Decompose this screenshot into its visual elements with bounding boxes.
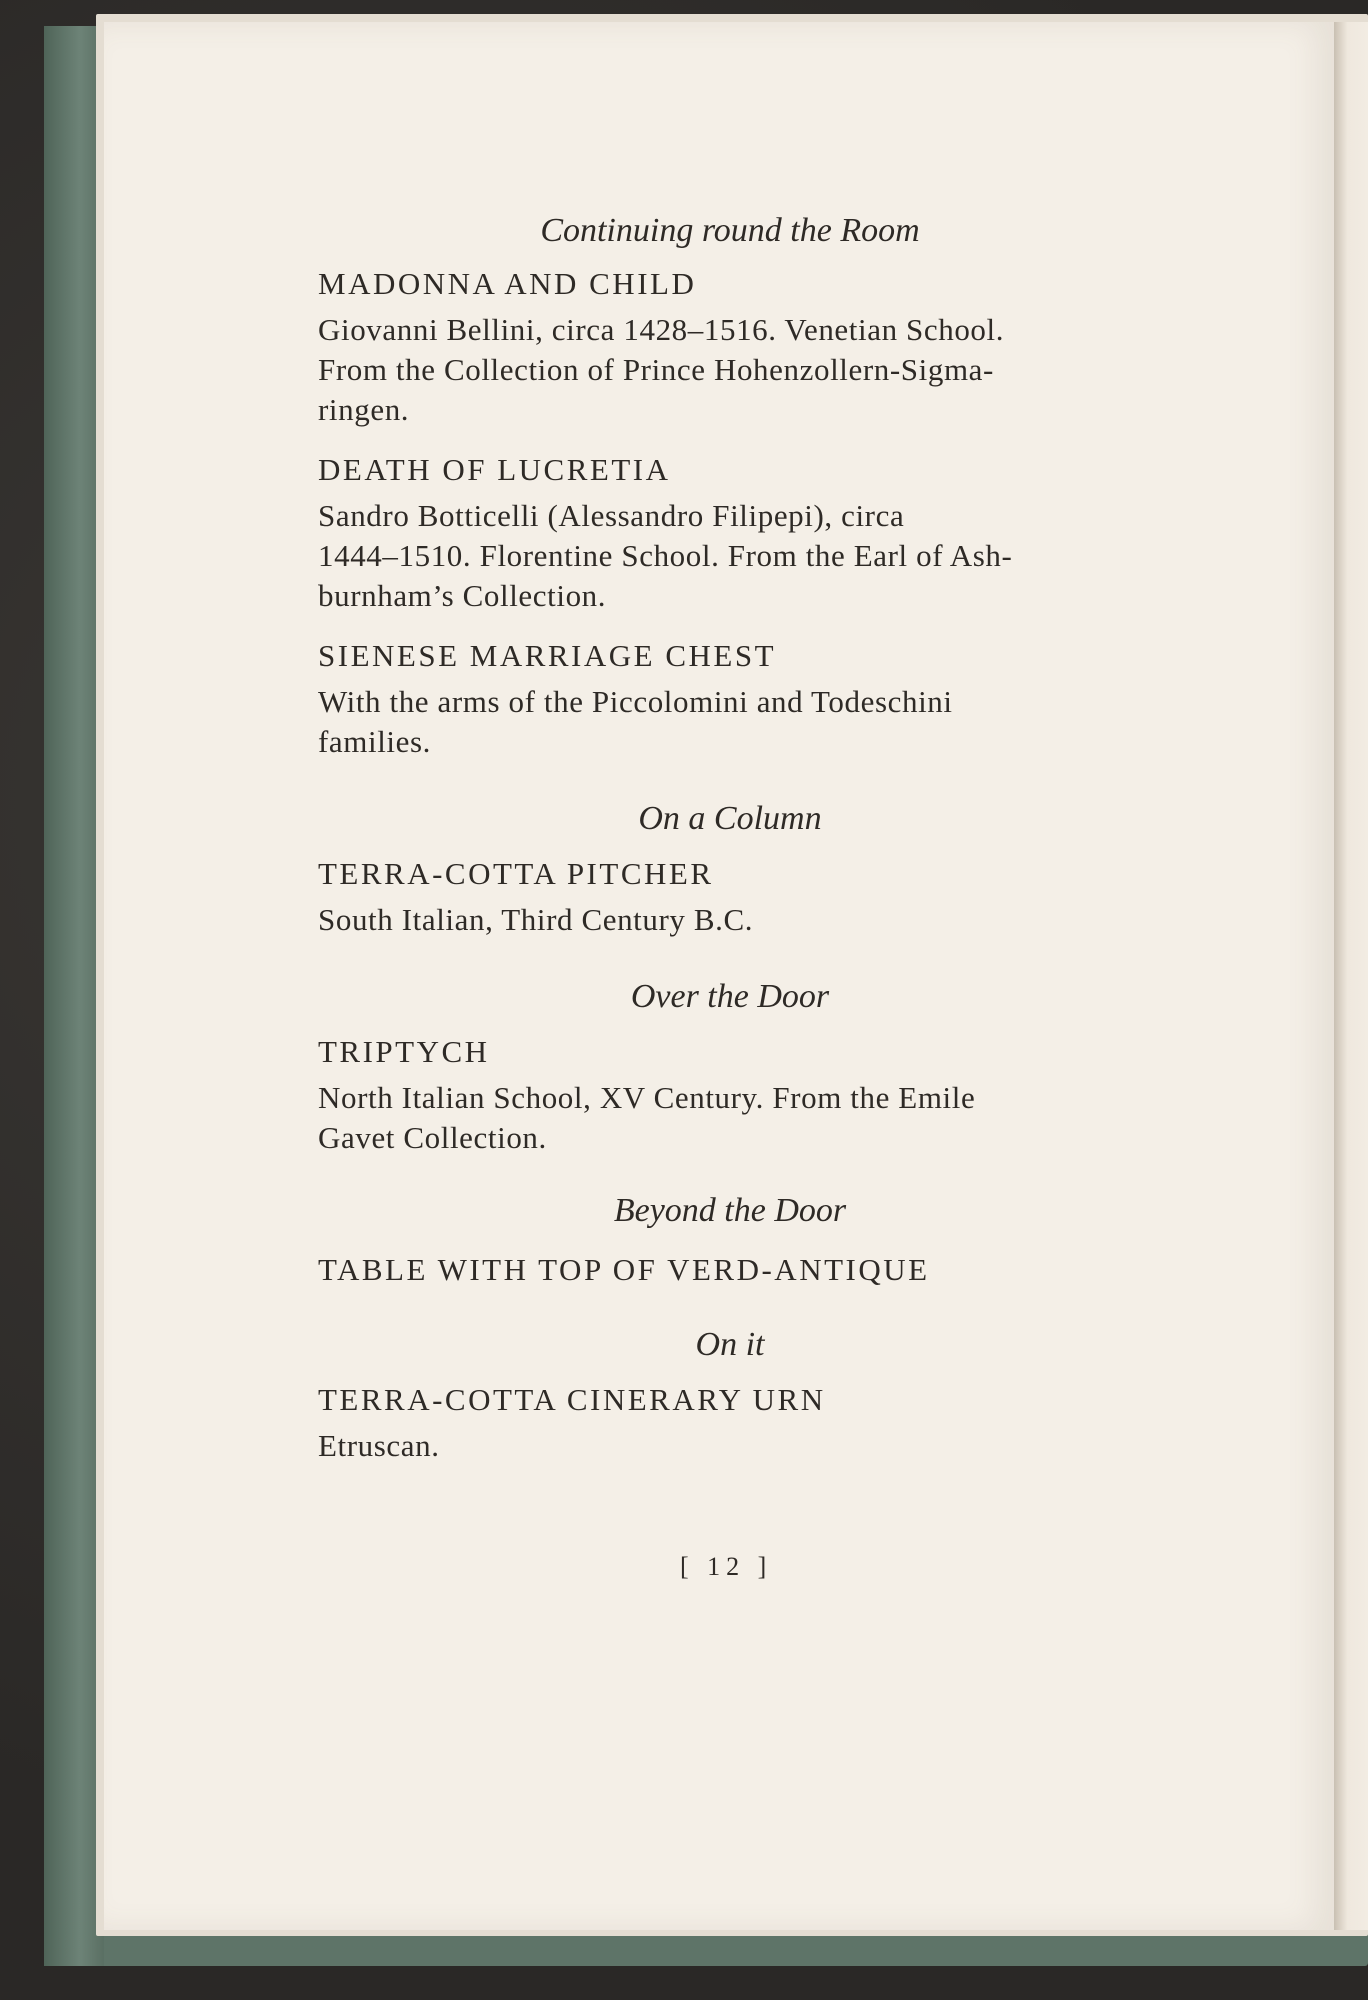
entry-title: DEATH OF LUCRETIA <box>318 452 671 487</box>
entry-title: SIENESE MARRIAGE CHEST <box>318 638 777 673</box>
page-number: [ 12 ] <box>680 1552 773 1581</box>
entry-description-line: Giovanni Bellini, circa 1428–1516. Venetian School. <box>318 312 1005 347</box>
section-heading: Continuing round the Room <box>540 212 920 249</box>
entry-title: TERRA-COTTA CINERARY URN <box>318 1382 826 1417</box>
entry-title: MADONNA AND CHILD <box>318 266 697 301</box>
entry-description-line: burnham’s Collection. <box>318 578 607 613</box>
entry-description-line: From the Collection of Prince Hohenzollern-Sigma- <box>318 352 994 387</box>
entry-title: TABLE WITH TOP OF VERD-ANTIQUE <box>318 1252 930 1287</box>
next-page-edge <box>1334 22 1368 1930</box>
entry-description-line: 1444–1510. Florentine School. From the Earl of Ash- <box>318 538 1013 573</box>
book-page <box>104 22 1334 1930</box>
entry-description-line: With the arms of the Piccolomini and Todeschini <box>318 684 953 719</box>
entry-description-line: South Italian, Third Century B.C. <box>318 902 754 937</box>
book-cover-spine-edge <box>44 26 104 1966</box>
section-heading: Over the Door <box>630 978 830 1015</box>
entry-description-line: ringen. <box>318 392 410 427</box>
entry-description-line: Gavet Collection. <box>318 1120 547 1155</box>
entry-description-line: Sandro Botticelli (Alessandro Filipepi), circa <box>318 498 905 533</box>
section-heading: On a Column <box>638 800 822 837</box>
entry-title: TRIPTYCH <box>318 1034 490 1069</box>
entry-description-line: families. <box>318 724 432 759</box>
entry-description-line: Etruscan. <box>318 1428 440 1463</box>
section-heading: Beyond the Door <box>613 1192 847 1229</box>
section-heading: On it <box>695 1326 765 1363</box>
entry-title: TERRA-COTTA PITCHER <box>318 856 714 891</box>
entry-description-line: North Italian School, XV Century. From the Emile <box>318 1080 976 1115</box>
